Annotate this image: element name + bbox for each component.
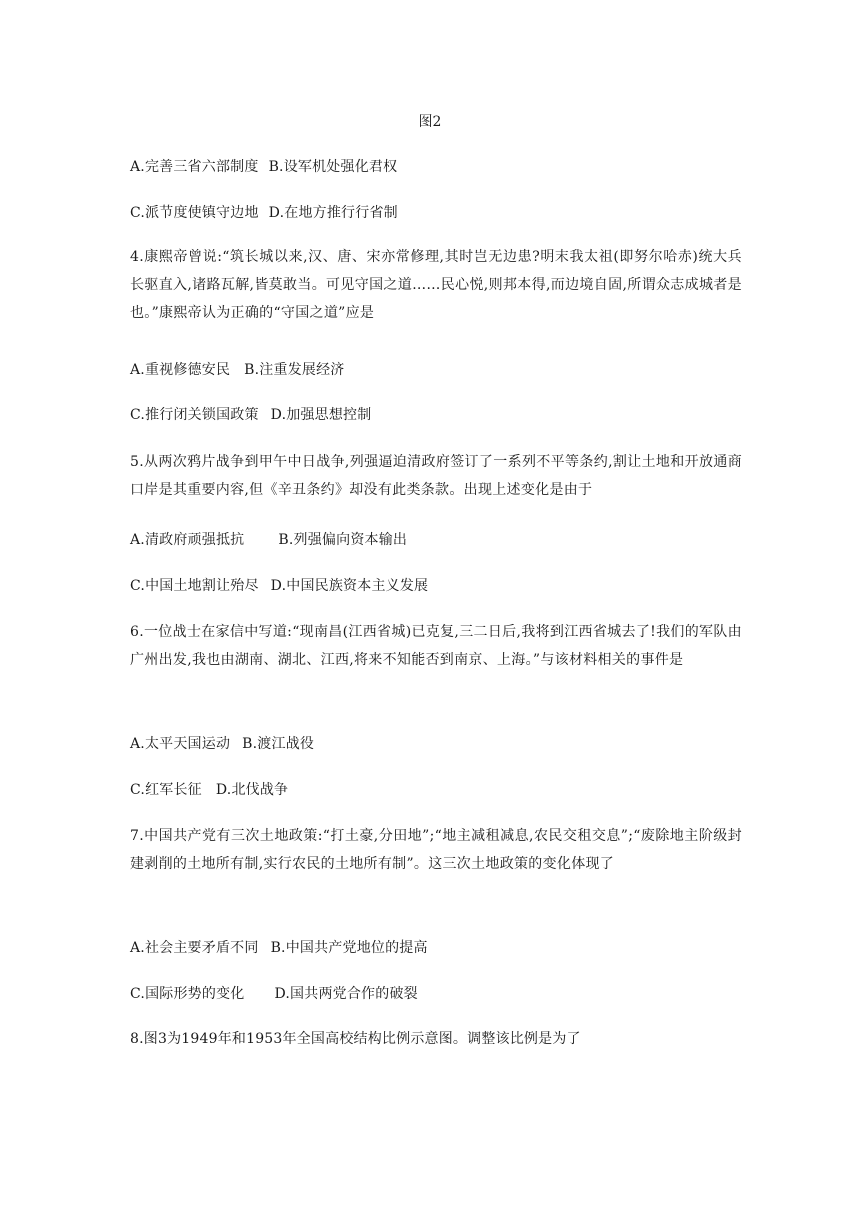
q4-option-a: A.重视修德安民 (130, 362, 231, 378)
q3-options-row-2 (130, 200, 750, 226)
q6-option-b: B.渡江战役 (242, 736, 315, 752)
q3-option-b: B.设军机处强化君权 (268, 159, 398, 175)
q7-option-a: A.社会主要矛盾不同 (130, 940, 259, 956)
q5-options-row-1 (130, 527, 750, 553)
q7-options-row-2 (130, 981, 750, 1007)
q3-options-row-1 (130, 154, 750, 180)
figure-caption: 图2 (418, 114, 442, 130)
q4-options-row-1 (130, 357, 750, 383)
q3-option-d: D.在地方推行行省制 (268, 205, 398, 221)
q7-option-c: C.国际形势的变化 (130, 986, 245, 1002)
q5-stem: 5.从两次鸦片战争到甲午中日战争,列强逼迫清政府签订了一系列不平等条约,割让土地和开放通商口岸是其重要内容,但《辛丑条约》却没有此类条款。出现上述变化是由于 (130, 454, 742, 498)
q6-options-row-2 (130, 777, 750, 803)
q7-option-d: D.国共两党合作的破裂 (274, 986, 418, 1002)
q7-stem: 7.中国共产党有三次土地政策:“打土豪,分田地”;“地主减租减息,农民交租交息”;“废除地主阶级封建剥削的土地所有制,实行农民的土地所有制”。这三次土地政策的变化体现了 (130, 828, 742, 872)
q4-option-d: D.加强思想控制 (270, 407, 372, 423)
q5-options-row-2 (130, 573, 750, 599)
q3-option-c: C.派节度使镇守边地 (130, 205, 259, 221)
q7-options-row-1 (130, 935, 750, 961)
q5-option-d: D.中国民族资本主义发展 (270, 578, 429, 594)
q8-stem: 8.图3为1949年和1953年全国高校结构比例示意图。调整该比例是为了 (130, 1031, 581, 1047)
q4-stem: 4.康熙帝曾说:“筑长城以来,汉、唐、宋亦常修理,其时岂无边患?明末我太祖(即努尔哈赤)统大兵长驱直入,诸路瓦解,皆莫敢当。可见守国之道……民心悦,则邦本得,而边境自固,所谓众志成城者是也。”康熙帝认为正确的“守国之道”应是 (130, 249, 742, 321)
q3-option-a: A.完善三省六部制度 (130, 159, 259, 175)
q6-option-d: D.北伐战争 (215, 782, 289, 798)
q6-option-c: C.红军长征 (130, 782, 202, 798)
q6-option-a: A.太平天国运动 (130, 736, 231, 752)
q5-option-a: A.清政府顽强抵抗 (130, 532, 245, 548)
q4-options-row-2 (130, 402, 750, 428)
q6-stem: 6.一位战士在家信中写道:“现南昌(江西省城)已克复,三二日后,我将到江西省城去了!我们的军队由广州出发,我也由湖南、湖北、江西,将来不知能否到南京、上海。”与该材料相关的事件是 (130, 624, 742, 668)
q5-option-b: B.列强偏向资本输出 (278, 532, 408, 548)
q5-option-c: C.中国土地割让殆尽 (130, 578, 259, 594)
q7-option-b: B.中国共产党地位的提高 (270, 940, 428, 956)
q6-options-row-1 (130, 731, 750, 757)
q4-option-c: C.推行闭关锁国政策 (130, 407, 259, 423)
q4-option-b: B.注重发展经济 (244, 362, 345, 378)
